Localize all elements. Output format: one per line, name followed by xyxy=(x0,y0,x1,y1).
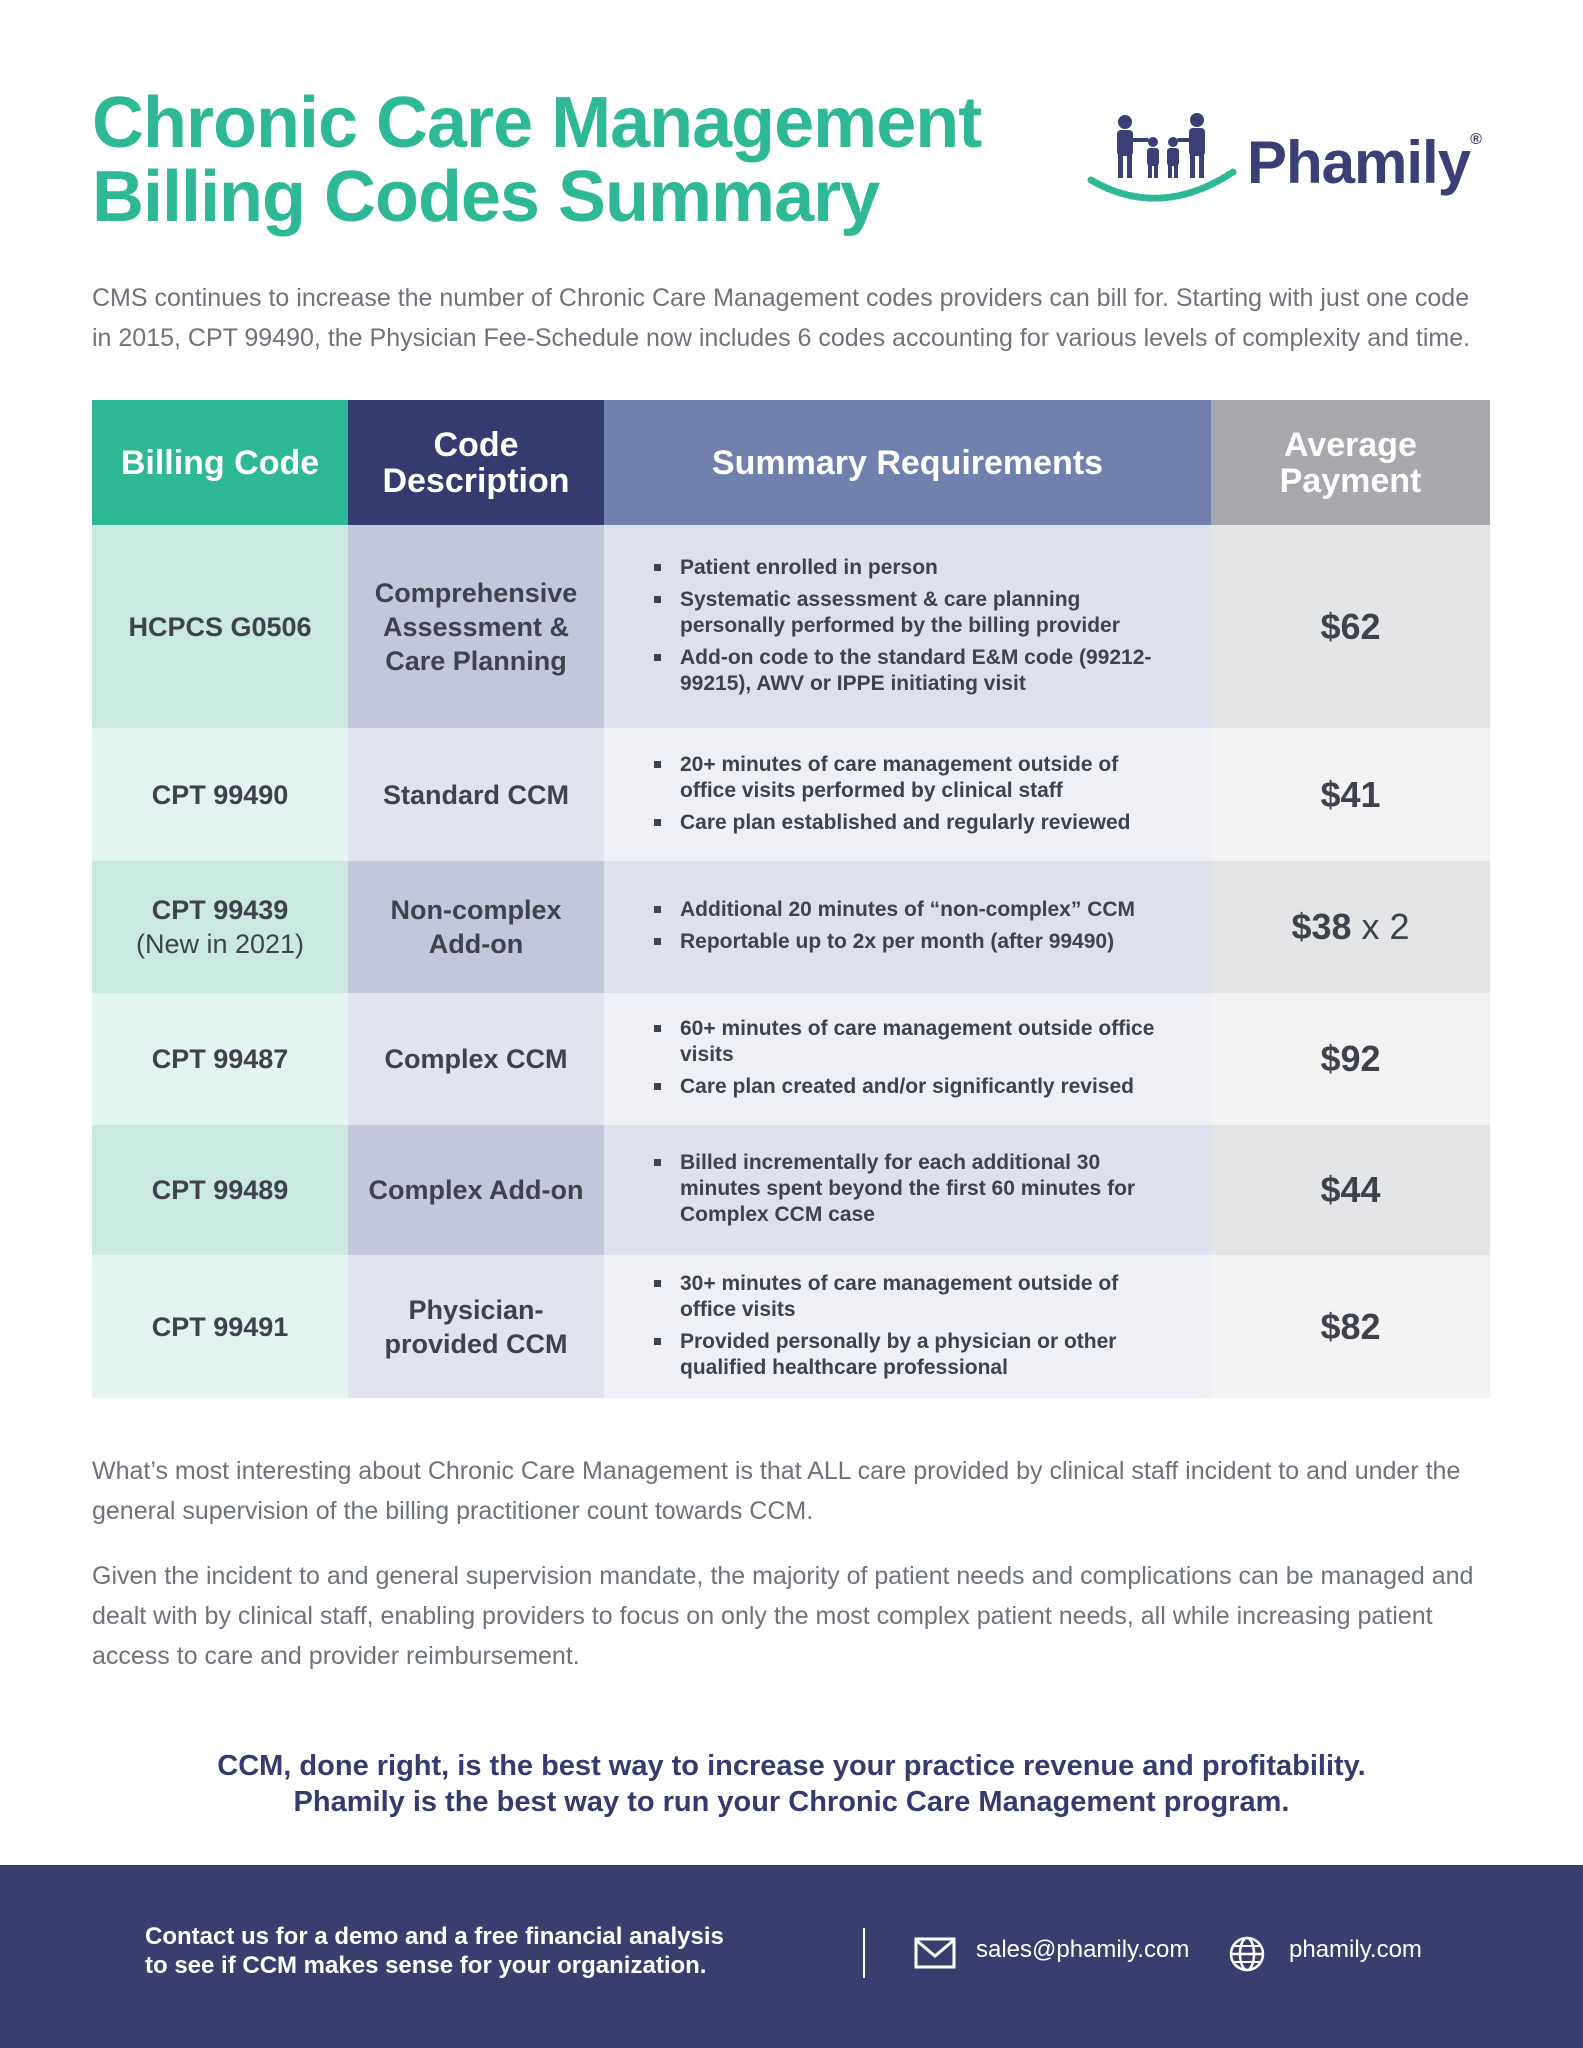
requirement-item: Additional 20 minutes of “non-complex” CCM xyxy=(652,897,1171,923)
billing-code-note: (New in 2021) xyxy=(135,929,305,959)
average-payment-cell: $82 xyxy=(1211,1255,1490,1398)
requirement-item: Reportable up to 2x per month (after 99490) xyxy=(652,929,1171,955)
footer-divider xyxy=(863,1928,865,1978)
title-line-1: Chronic Care Management xyxy=(92,83,982,163)
billing-code-cell: CPT 99487 xyxy=(92,993,348,1125)
cta-line-2: Phamily is the best way to run your Chronic Care Management program. xyxy=(293,1786,1290,1818)
requirements-cell xyxy=(604,993,1211,1125)
code-description-cell: Non-complex Add-on xyxy=(348,861,604,993)
footer-contact-text: Contact us for a demo and a free financial analysis to see if CCM makes sense for your organization. xyxy=(145,1923,724,1979)
billing-codes-table xyxy=(92,400,1490,1398)
table-row xyxy=(92,525,1490,728)
globe-icon xyxy=(1228,1935,1266,1973)
intro-paragraph: CMS continues to increase the number of Chronic Care Management codes providers can bill for. Starting with just one code in 2015, CPT 99490, the Physician Fee-Schedule now includes 6 codes accounting for various levels of complexity and time. xyxy=(92,284,1471,352)
body-paragraph-2: Given the incident to and general supervision mandate, the majority of patient needs and complications can be managed and dealt with by clinical staff, enabling providers to focus on only the most complex patient needs, all while increasing patient access to care and provider reimbursement. xyxy=(92,1562,1474,1670)
header-billing-code: Billing Code xyxy=(92,400,348,525)
header-code-description: Code Description xyxy=(348,400,604,525)
average-payment-cell: $38 x 2 xyxy=(1211,861,1490,993)
family-figures-icon xyxy=(1085,108,1245,218)
code-description-cell: Physician-provided CCM xyxy=(348,1255,604,1398)
cta-line-1: CCM, done right, is the best way to increase your practice revenue and profitability. xyxy=(217,1750,1366,1782)
billing-code-cell: CPT 99490 xyxy=(92,728,348,861)
table-row xyxy=(92,728,1490,861)
mail-icon xyxy=(914,1937,956,1969)
requirement-item: 20+ minutes of care management outside of office visits performed by clinical staff xyxy=(652,752,1171,804)
average-payment-cell: $44 xyxy=(1211,1125,1490,1255)
requirement-item: Billed incrementally for each additional 30 minutes spent beyond the first 60 minutes for Complex CCM case xyxy=(652,1150,1171,1228)
table-row xyxy=(92,993,1490,1125)
requirement-item: Care plan established and regularly reviewed xyxy=(652,810,1171,836)
billing-code-cell: CPT 99489 xyxy=(92,1125,348,1255)
table-row xyxy=(92,861,1490,993)
requirement-item: 60+ minutes of care management outside office visits xyxy=(652,1016,1171,1068)
average-payment-cell: $92 xyxy=(1211,993,1490,1125)
footer xyxy=(0,1865,1583,2048)
header-average-payment: Average Payment xyxy=(1211,400,1490,525)
table-row xyxy=(92,1255,1490,1398)
code-description-cell: Complex Add-on xyxy=(348,1125,604,1255)
call-to-action xyxy=(0,1748,1583,1820)
billing-code-cell: HCPCS G0506 xyxy=(92,525,348,728)
requirement-item: Care plan created and/or significantly revised xyxy=(652,1074,1171,1100)
requirement-item: Systematic assessment & care planning personally performed by the billing provider xyxy=(652,587,1171,639)
header-summary-requirements: Summary Requirements xyxy=(604,400,1211,525)
requirements-cell xyxy=(604,1125,1211,1255)
average-payment-cell: $62 xyxy=(1211,525,1490,728)
table-header-row xyxy=(92,400,1490,525)
billing-code-cell: CPT 99491 xyxy=(92,1255,348,1398)
requirements-cell xyxy=(604,861,1211,993)
billing-code-cell: CPT 99439 (New in 2021) xyxy=(92,861,348,993)
email-link[interactable]: sales@phamily.com xyxy=(976,1936,1190,1963)
code-description-cell: Comprehensive Assessment & Care Planning xyxy=(348,525,604,728)
table-row xyxy=(92,1125,1490,1255)
body-paragraph-1: What’s most interesting about Chronic Care Management is that ALL care provided by clinical staff incident to and under the general supervision of the billing practitioner count towards CCM. xyxy=(92,1457,1461,1525)
payment-multiplier: x 2 xyxy=(1351,906,1410,947)
logo-wordmark: Phamily® xyxy=(1247,129,1481,196)
title-line-2: Billing Codes Summary xyxy=(92,157,880,237)
average-payment-cell: $41 xyxy=(1211,728,1490,861)
website-link[interactable]: phamily.com xyxy=(1289,1936,1422,1963)
code-description-cell: Complex CCM xyxy=(348,993,604,1125)
phamily-logo[interactable] xyxy=(1085,108,1495,218)
requirement-item: Patient enrolled in person xyxy=(652,555,1171,581)
code-description-cell: Standard CCM xyxy=(348,728,604,861)
requirement-item: Provided personally by a physician or other qualified healthcare professional xyxy=(652,1329,1171,1381)
requirement-item: Add-on code to the standard E&M code (99212-99215), AWV or IPPE initiating visit xyxy=(652,645,1171,697)
requirement-item: 30+ minutes of care management outside of office visits xyxy=(652,1271,1171,1323)
page-title xyxy=(92,83,992,237)
requirements-cell xyxy=(604,1255,1211,1398)
requirements-cell xyxy=(604,525,1211,728)
requirements-cell xyxy=(604,728,1211,861)
